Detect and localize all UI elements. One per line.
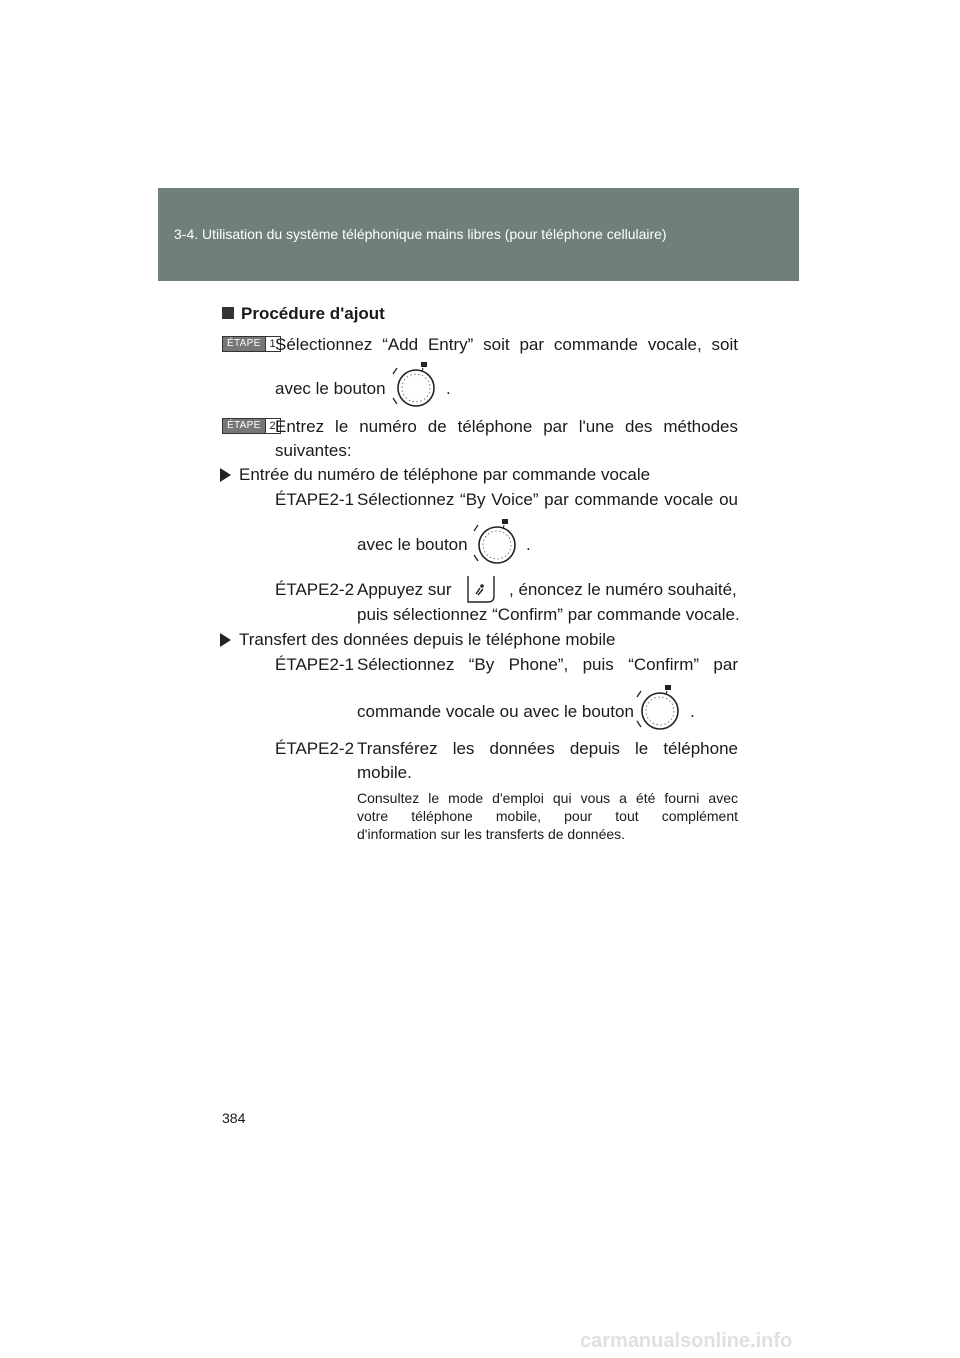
voice-s1-line1: Sélectionnez “By Voice” par commande vocale ou — [357, 490, 738, 509]
voice-s2-before: Appuyez sur — [357, 580, 452, 599]
step1-line1: Sélectionnez “Add Entry” soit par commande vocale, soit — [275, 335, 738, 354]
voice-s2-after: , énoncez le numéro souhaité, — [509, 580, 737, 599]
tune-knob-icon — [389, 360, 439, 412]
voice-s2-label: ÉTAPE2-2 — [275, 580, 355, 599]
transfer-note-line1: Consultez le mode d'emploi qui vous a été fourni avec — [357, 790, 738, 806]
transfer-s2-line1: Transférez les données depuis le téléphone — [357, 739, 738, 758]
step2-line2: suivantes: — [275, 441, 352, 460]
transfer-s1-line1: Sélectionnez “By Phone”, puis “Confirm” par — [357, 655, 738, 674]
talk-switch-icon — [466, 574, 496, 604]
voice-method-title: Entrée du numéro de téléphone par commande vocale — [220, 463, 650, 487]
procedure-heading: Procédure d'ajout — [222, 304, 385, 324]
transfer-s1-period: . — [690, 702, 695, 721]
transfer-note-line2: votre téléphone mobile, pour tout complément — [357, 808, 738, 824]
voice-s1-period: . — [526, 535, 531, 554]
voice-s1-label: ÉTAPE2-1 — [275, 490, 355, 509]
voice-s1-line2: avec le bouton — [357, 535, 468, 554]
etape-1-badge: ÉTAPE 1 — [222, 336, 281, 352]
tune-knob-icon — [470, 517, 520, 569]
voice-s2-line2: puis sélectionnez “Confirm” par commande vocale. — [357, 605, 740, 624]
transfer-method-title: Transfert des données depuis le téléphone mobile — [220, 628, 615, 652]
step1-line2: avec le bouton — [275, 379, 386, 398]
triangle-bullet-icon — [220, 468, 231, 482]
triangle-bullet-icon — [220, 633, 231, 647]
square-bullet-icon — [222, 307, 234, 319]
transfer-s1-label: ÉTAPE2-1 — [275, 655, 355, 674]
page-number: 384 — [222, 1110, 246, 1126]
transfer-s1-line2: commande vocale ou avec le bouton — [357, 702, 634, 721]
tune-knob-icon — [633, 683, 683, 735]
transfer-s2-label: ÉTAPE2-2 — [275, 739, 355, 758]
etape-2-badge: ÉTAPE 2 — [222, 418, 281, 434]
section-title: 3-4. Utilisation du système téléphonique mains libres (pour téléphone cellulaire) — [174, 226, 667, 242]
step2-line1: Entrez le numéro de téléphone par l'une des méthodes — [275, 417, 738, 436]
transfer-s2-line2: mobile. — [357, 763, 412, 782]
watermark: carmanualsonline.info — [580, 1330, 793, 1352]
transfer-note-line3: d'information sur les transferts de données. — [357, 826, 626, 842]
step1-period: . — [446, 379, 451, 398]
